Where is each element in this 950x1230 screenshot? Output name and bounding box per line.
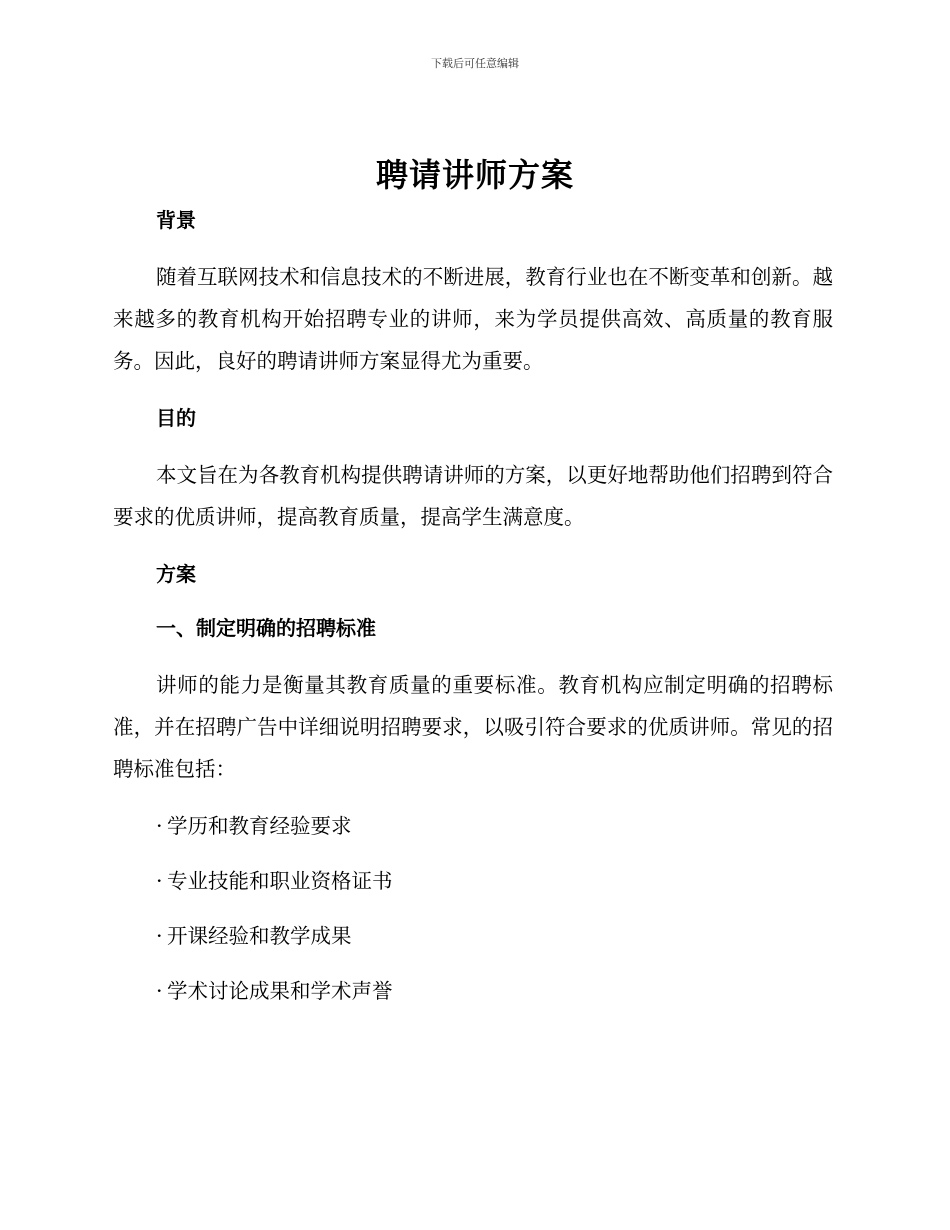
bullet-dot: ·	[156, 924, 163, 948]
subsection-heading-criteria: 一、制定明确的招聘标准	[156, 616, 376, 640]
list-item	[113, 918, 833, 954]
bullet-dot: ·	[156, 814, 163, 838]
list-item-text: 学历和教育经验要求	[167, 814, 352, 838]
section-heading-background: 背景	[156, 208, 196, 232]
document-body	[113, 202, 833, 1028]
list-item	[113, 863, 833, 899]
paragraph-criteria: 讲师的能力是衡量其教育质量的重要标准。教育机构应制定明确的招聘标准，并在招聘广告中详细说明招聘要求，以吸引符合要求的优质讲师。常见的招聘标准包括：	[113, 673, 833, 781]
paragraph-purpose: 本文旨在为各教育机构提供聘请讲师的方案，以更好地帮助他们招聘到符合要求的优质讲师，提高教育质量，提高学生满意度。	[113, 463, 833, 529]
document-title: 聘请讲师方案	[375, 156, 574, 194]
list-item-text: 开课经验和教学成果	[167, 924, 352, 948]
list-item-text: 学术讨论成果和学术声誉	[167, 979, 393, 1003]
list-item	[113, 973, 833, 1009]
header-note: 下载后可任意编辑	[431, 57, 519, 70]
list-item-text: 专业技能和职业资格证书	[167, 869, 393, 893]
section-heading-purpose: 目的	[156, 406, 196, 430]
bullet-dot: ·	[156, 979, 163, 1003]
paragraph-background: 随着互联网技术和信息技术的不断进展，教育行业也在不断变革和创新。越来越多的教育机构开始招聘专业的讲师，来为学员提供高效、高质量的教育服务。因此，良好的聘请讲师方案显得尤为重要。	[113, 265, 833, 373]
list-item	[113, 808, 833, 844]
section-heading-plan: 方案	[156, 562, 196, 586]
bullet-dot: ·	[156, 869, 163, 893]
